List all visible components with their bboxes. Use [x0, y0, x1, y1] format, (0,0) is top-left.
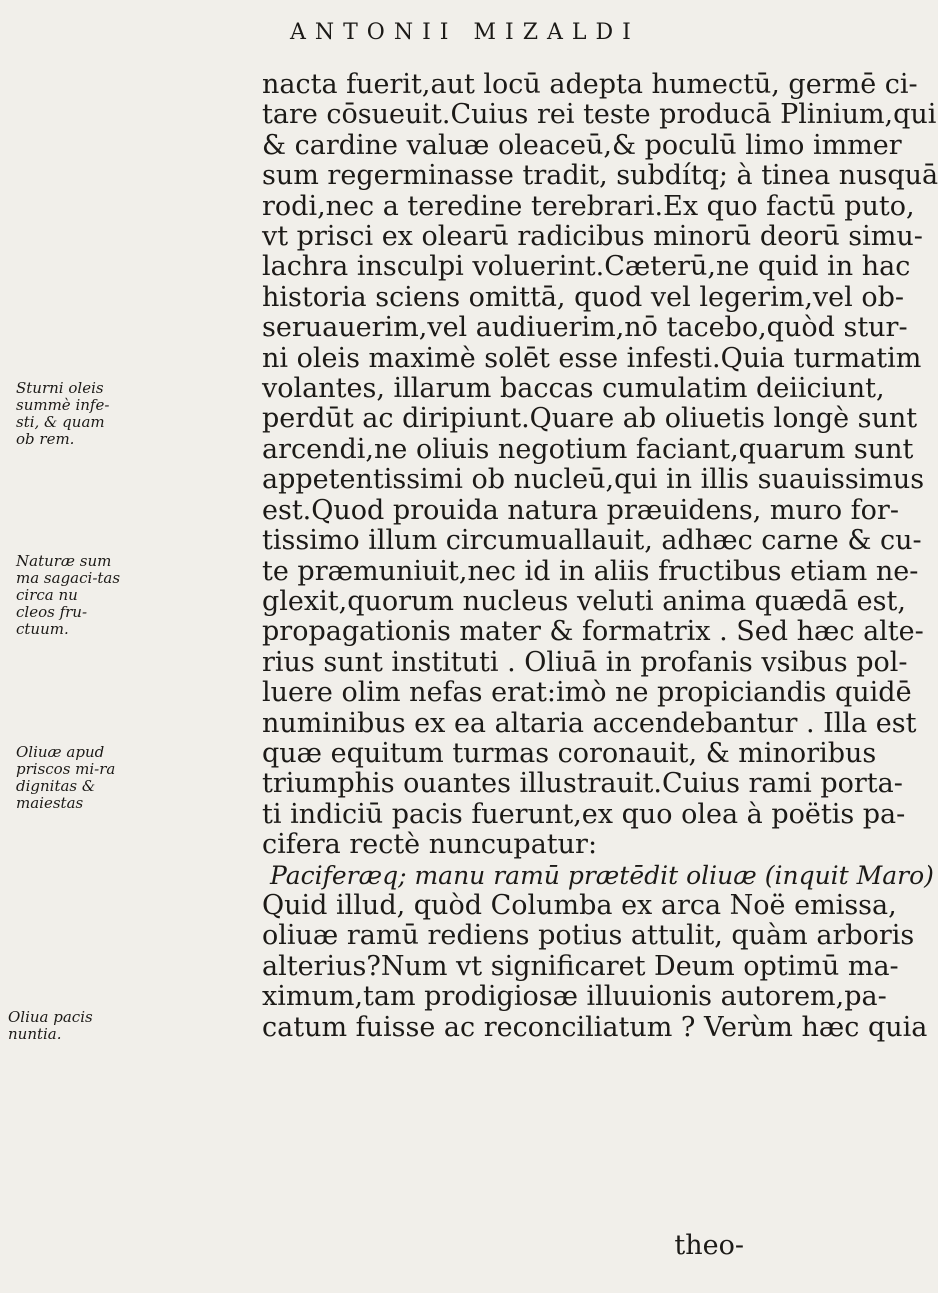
catchword: theo- [674, 1230, 744, 1261]
margin-note-natura: Naturæ sum ma sagaci-tas circa nu cleos fru-ctuum. [16, 552, 121, 638]
text-line: rodi,nec a teredine terebrari.Ex quo factū puto, [262, 190, 915, 222]
text-line: perdūt ac diripiunt.Quare ab oliuetis longè sunt [262, 403, 918, 435]
text-line: catum fuisse ac reconciliatum ? Verùm hæc quia [262, 1011, 928, 1043]
text-line: tissimo illum circumuallauit, adhæc carne & cu- [262, 525, 922, 557]
text-line: oliuæ ramū rediens potius attulit, quàm arboris [262, 920, 915, 952]
text-line: Quid illud, quòd Columba ex arca Noë emissa, [262, 889, 897, 921]
running-header: ANTONII MIZALDI [290, 20, 640, 45]
text-line: ti indiciū pacis fuerunt,ex quo olea à poëtis pa- [262, 798, 906, 830]
text-line: sum regerminasse tradit, subdítq; à tinea nusquā [262, 160, 938, 192]
text-line: rius sunt instituti . Oliuā in profanis vsibus pol- [262, 646, 908, 678]
text-line: arcendi,ne oliuis negotium faciant,quarum sunt [262, 433, 914, 465]
text-line: appetentissimi ob nucleū,qui in illis suauissimus [262, 464, 925, 496]
text-line: tare cōsueuit.Cuius rei teste producā Plinium,qui [262, 99, 937, 131]
text-line: luere olim nefas erat:imò ne propiciandis quidē [262, 677, 912, 709]
text-line: te præmuniuit,nec id in aliis fructibus etiam ne- [262, 555, 919, 587]
text-line: ni oleis maximè solēt esse infesti.Quia turmatim [262, 342, 922, 374]
text-line: volantes, illarum baccas cumulatim deiiciunt, [262, 373, 885, 405]
text-line: glexit,quorum nucleus veluti anima quædā est, [262, 585, 906, 617]
text-line: historia sciens omittā, quod vel legerim,vel ob- [262, 281, 905, 313]
text-line: nacta fuerit,aut locū adepta humectū, germē ci- [262, 69, 918, 100]
text-line: vt prisci ex olearū radicibus minorū deorū simu- [262, 221, 923, 253]
quoted-verse-line: Paciferæq; manu ramū prætēdit oliuæ (inquit Maro) [270, 860, 934, 890]
text-line: seruauerim,vel audiuerim,nō tacebo,quòd stur- [262, 312, 908, 344]
margin-note-sturni: Sturni oleis summè infe-sti, & quam ob rem. [16, 379, 110, 448]
text-line: est.Quod prouida natura præuidens, muro for- [262, 494, 899, 526]
margin-note-oliua-pacis: Oliua pacis nuntia. [8, 1008, 93, 1043]
text-line: quæ equitum turmas coronauit, & minoribus [262, 737, 877, 769]
text-line: lachra insculpi voluerint.Cæterū,ne quid in hac [262, 251, 911, 283]
main-text [262, 69, 938, 1043]
text-line: triumphis ouantes illustrauit.Cuius rami porta- [262, 768, 903, 800]
text-line: ximum,tam prodigiosæ illuuionis autorem,pa- [262, 981, 887, 1013]
text-line: & cardine valuæ oleaceū,& poculū limo immer [262, 129, 902, 161]
margin-note-oliua-dignitas: Oliuæ apud priscos mi-ra dignitas & maiestas [16, 743, 116, 812]
text-line: propagationis mater & formatrix . Sed hæc alte- [262, 616, 924, 648]
text-line: cifera rectè nuncupatur: [262, 829, 598, 861]
text-line: alterius?Num vt significaret Deum optimū ma- [262, 950, 899, 982]
text-line: numinibus ex ea altaria accendebantur . Illa est [262, 707, 917, 739]
